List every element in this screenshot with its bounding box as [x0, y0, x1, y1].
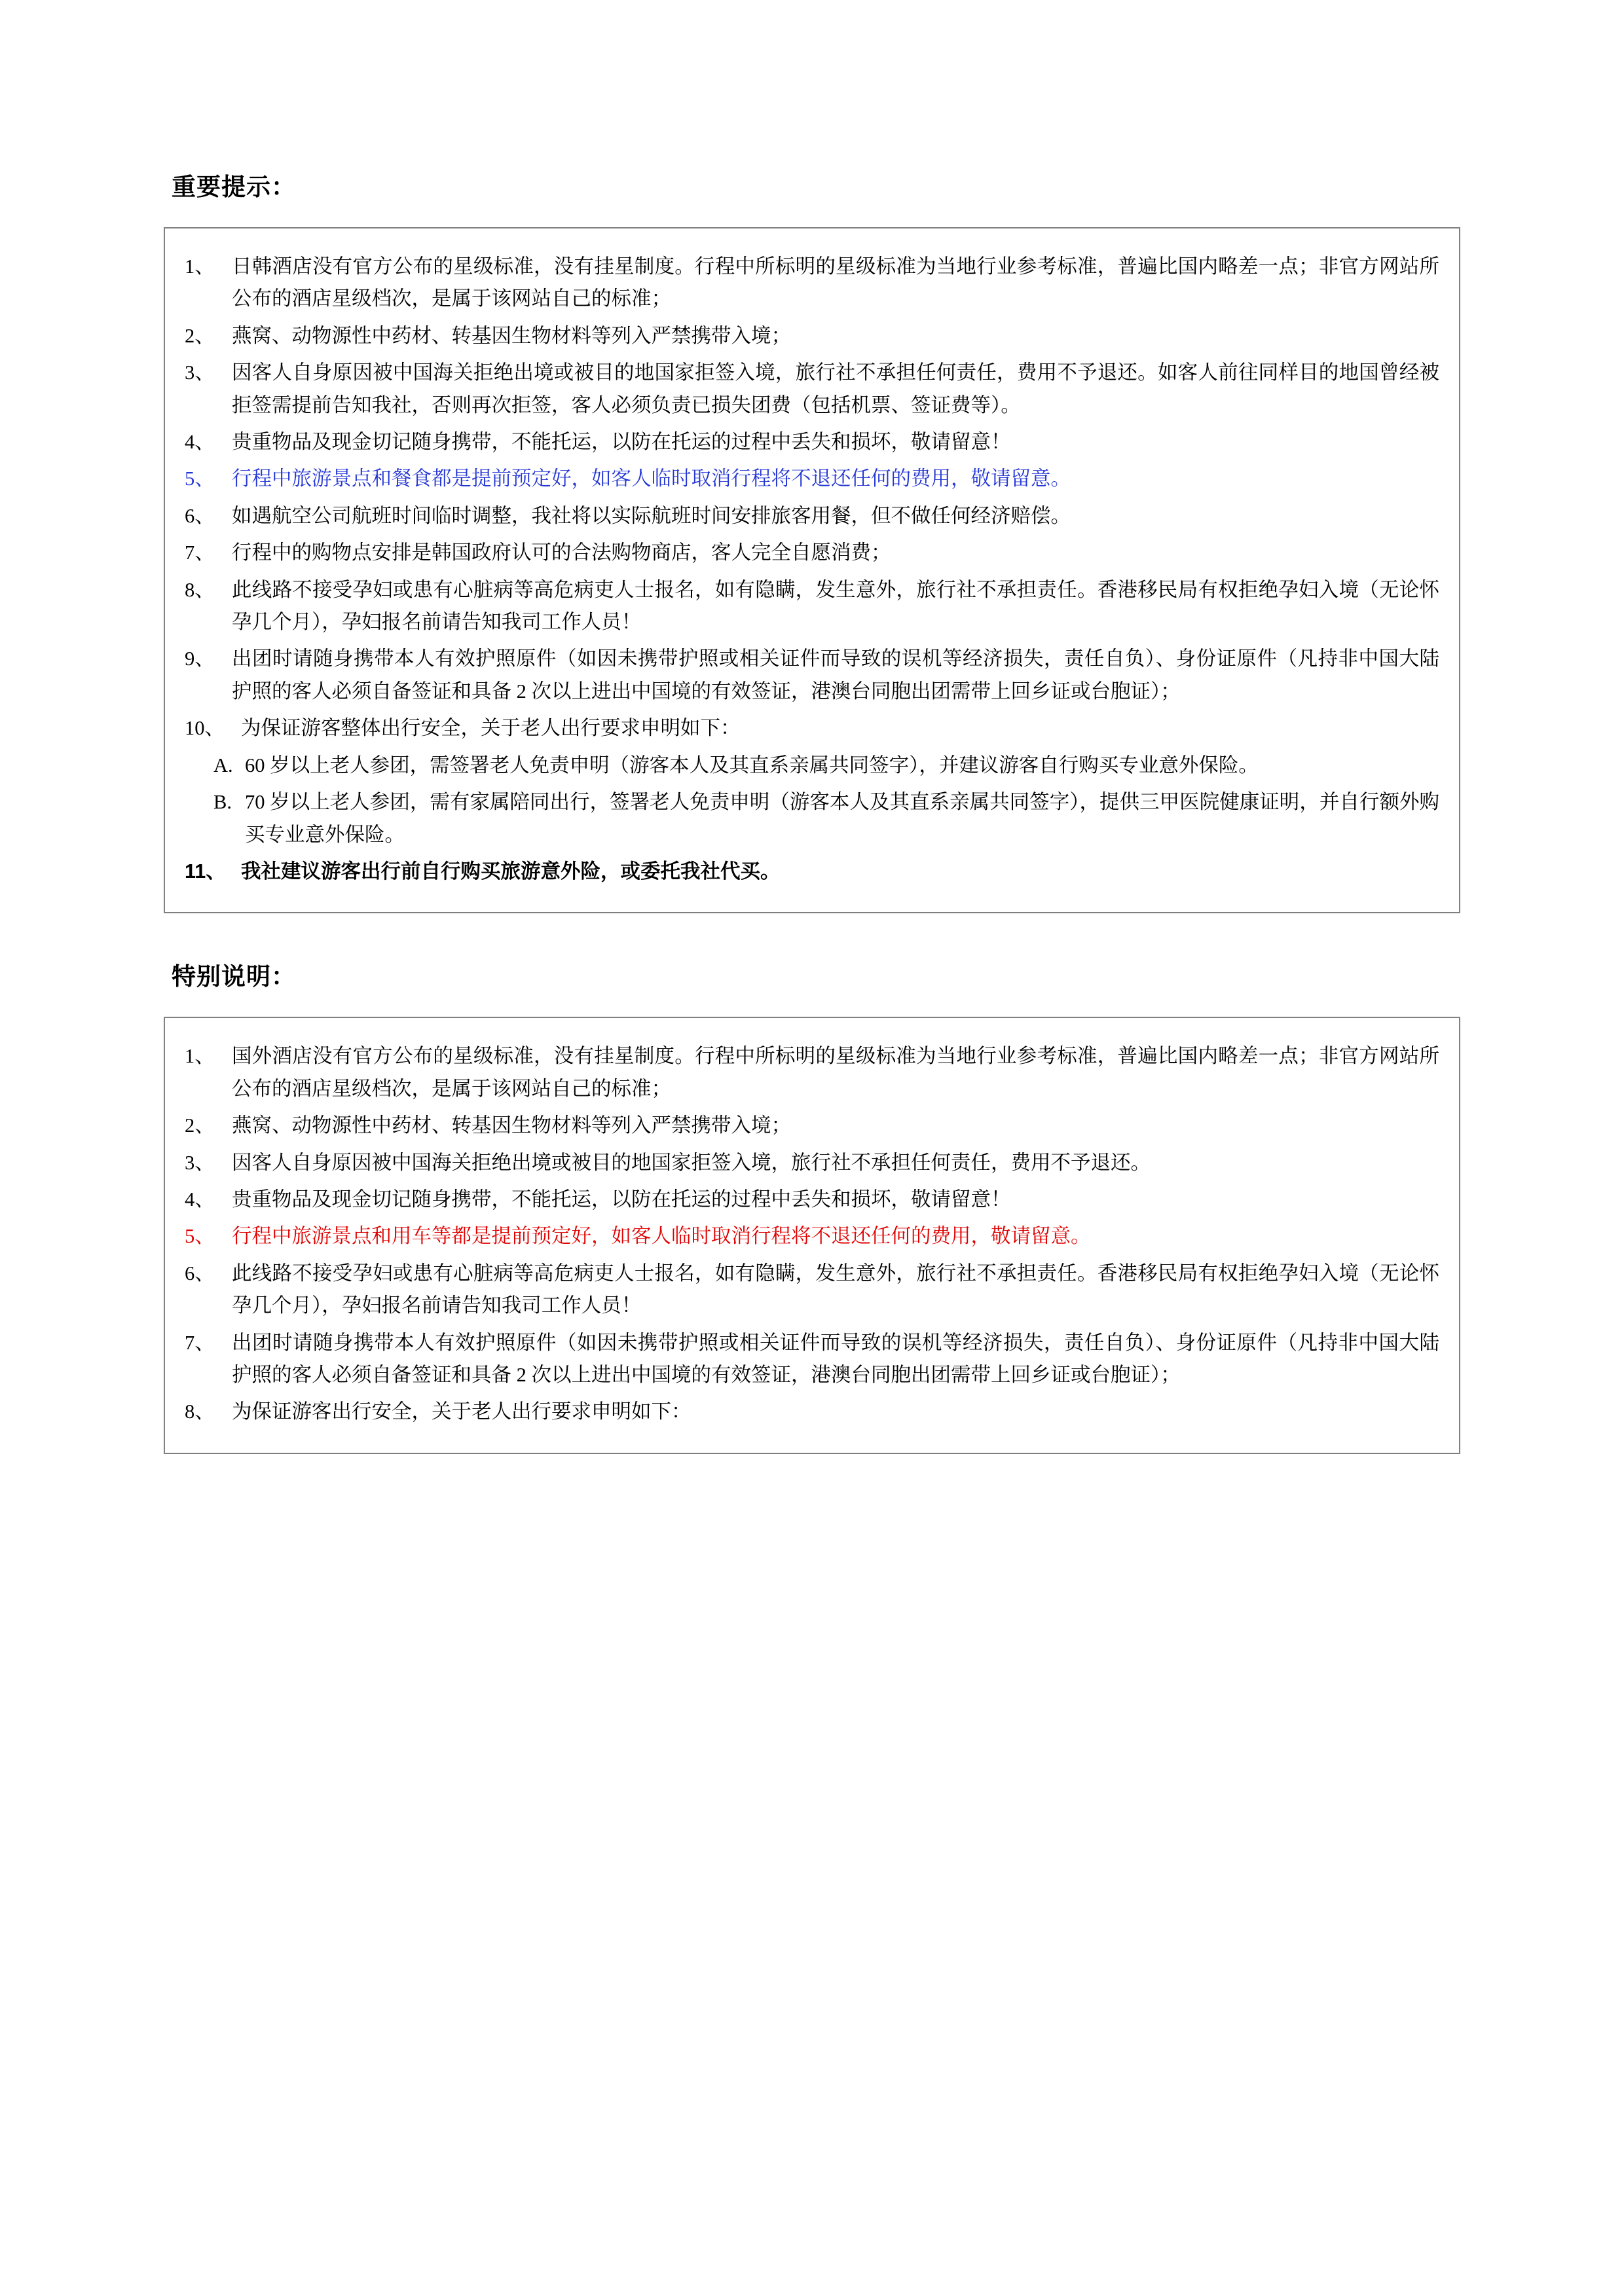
notice-item-text: 70 岁以上老人参团，需有家属陪同出行，签署老人免责申明（游客本人及其直系亲属共同签字），提供三甲医院健康证明，并自行额外购买专业意外保险。 — [245, 791, 1439, 846]
notice-item — [185, 574, 1439, 639]
notice-item-number: B. — [213, 791, 232, 814]
notice-item — [185, 320, 1439, 352]
notice-item-text: 如遇航空公司航班时间临时调整，我社将以实际航班时间安排旅客用餐，但不做任何经济赔偿。 — [232, 504, 1071, 527]
notice-item-text: 此线路不接受孕妇或患有心脏病等高危病吏人士报名，如有隐瞒，发生意外，旅行社不承担责任。香港移民局有权拒绝孕妇入境（无论怀孕几个月），孕妇报名前请告知我司工作人员！ — [232, 578, 1439, 634]
notice-item-text: 为保证游客出行安全，关于老人出行要求申明如下： — [232, 1400, 692, 1423]
notice-item-text: 此线路不接受孕妇或患有心脏病等高危病吏人士报名，如有隐瞒，发生意外，旅行社不承担责任。香港移民局有权拒绝孕妇入境（无论怀孕几个月），孕妇报名前请告知我司工作人员！ — [232, 1262, 1439, 1317]
notice-item-text: 国外酒店没有官方公布的星级标准，没有挂星制度。行程中所标明的星级标准为当地行业参考标准，普遍比国内略差一点；非官方网站所公布的酒店星级档次，是属于该网站自己的标准； — [232, 1045, 1439, 1100]
notice-item-text: 行程中旅游景点和餐食都是提前预定好，如客人临时取消行程将不退还任何的费用，敬请留意。 — [232, 467, 1071, 490]
notice-item-text: 贵重物品及现金切记随身携带，不能托运，以防在托运的过程中丢失和损坏，敬请留意！ — [232, 1188, 1011, 1211]
notice-item-text: 行程中旅游景点和用车等都是提前预定好，如客人临时取消行程将不退还任何的费用，敬请留意。 — [232, 1225, 1091, 1248]
notice-item — [185, 856, 1439, 888]
notice-item-number: 1、 — [185, 1045, 215, 1068]
notice-item-text: 因客人自身原因被中国海关拒绝出境或被目的地国家拒签入境，旅行社不承担任何责任，费用不予退还。如客人前往同样目的地国曾经被拒签需提前告知我社，否则再次拒签，客人必须负责已损失团费（包括机票、签证费等）。 — [232, 361, 1439, 416]
notice-item — [185, 537, 1439, 569]
notice-item-text: 出团时请随身携带本人有效护照原件（如因未携带护照或相关证件而导致的误机等经济损失，责任自负）、身份证原件（凡持非中国大陆护照的客人必须自备签证和具备 2 次以上进出中国境的有效签证，港澳台同胞出团需带上回乡证或台胞证）； — [232, 1331, 1439, 1386]
notice-item-number: 5、 — [185, 467, 215, 490]
notice-item — [185, 463, 1439, 495]
notice-item-number: 2、 — [185, 1114, 215, 1137]
notice-item — [185, 1184, 1439, 1216]
important-notice-list — [185, 251, 1439, 888]
notice-item-number: 1、 — [185, 255, 215, 278]
notice-item-number: 4、 — [185, 1188, 215, 1211]
notice-item-number: A. — [213, 754, 233, 776]
notice-item — [213, 786, 1439, 851]
notice-item — [185, 1040, 1439, 1105]
notice-item-number: 5、 — [185, 1225, 215, 1248]
notice-item-number: 9、 — [185, 647, 215, 670]
notice-item — [185, 1110, 1439, 1142]
notice-item-number: 7、 — [185, 1331, 215, 1354]
notice-item — [185, 1327, 1439, 1392]
notice-item — [185, 1220, 1439, 1252]
notice-item-number: 6、 — [185, 1262, 215, 1285]
notice-item — [185, 1258, 1439, 1322]
important-notice-box — [164, 227, 1460, 913]
notice-item-number: 8、 — [185, 578, 215, 601]
notice-item-text: 燕窝、动物源性中药材、转基因生物材料等列入严禁携带入境； — [232, 1114, 791, 1137]
notice-item — [185, 426, 1439, 458]
notice-item — [185, 1396, 1439, 1428]
special-instructions-title: 特别说明： — [172, 963, 296, 991]
notice-item-number: 3、 — [185, 361, 215, 384]
notice-item-text: 因客人自身原因被中国海关拒绝出境或被目的地国家拒签入境，旅行社不承担任何责任，费用不予退还。 — [232, 1151, 1151, 1174]
notice-item — [185, 251, 1439, 316]
notice-item-text: 日韩酒店没有官方公布的星级标准，没有挂星制度。行程中所标明的星级标准为当地行业参考标准，普遍比国内略差一点；非官方网站所公布的酒店星级档次，是属于该网站自己的标准； — [232, 255, 1439, 310]
notice-item-number: 7、 — [185, 541, 215, 564]
notice-item — [185, 357, 1439, 422]
special-instructions-box — [164, 1017, 1460, 1453]
notice-item-text: 为保证游客整体出行安全，关于老人出行要求申明如下： — [241, 717, 741, 740]
notice-item-text: 贵重物品及现金切记随身携带，不能托运，以防在托运的过程中丢失和损坏，敬请留意！ — [232, 431, 1011, 454]
special-instructions-list — [185, 1040, 1439, 1428]
notice-item — [185, 712, 1439, 744]
notice-item-number: 8、 — [185, 1400, 215, 1423]
important-notice-title: 重要提示： — [172, 173, 296, 200]
notice-item-number: 2、 — [185, 324, 215, 347]
notice-item-text: 燕窝、动物源性中药材、转基因生物材料等列入严禁携带入境； — [232, 324, 791, 347]
notice-item — [185, 500, 1439, 532]
notice-item-text: 行程中的购物点安排是韩国政府认可的合法购物商店，客人完全自愿消费； — [232, 541, 891, 564]
notice-item-text: 出团时请随身携带本人有效护照原件（如因未携带护照或相关证件而导致的误机等经济损失，责任自负）、身份证原件（凡持非中国大陆护照的客人必须自备签证和具备 2 次以上进出中国境的有效签证，港澳台同胞出团需带上回乡证或台胞证）； — [232, 647, 1439, 702]
notice-item-number: 6、 — [185, 504, 215, 527]
notice-item-number: 3、 — [185, 1151, 215, 1174]
notice-item-text: 我社建议游客出行前自行购买旅游意外险，或委托我社代买。 — [241, 860, 781, 883]
notice-item — [185, 1147, 1439, 1179]
notice-item-number: 4、 — [185, 431, 215, 454]
notice-item-number: 10、 — [185, 717, 225, 740]
notice-item — [213, 750, 1439, 782]
notice-item — [185, 643, 1439, 708]
notice-item-text: 60 岁以上老人参团，需签署老人免责申明（游客本人及其直系亲属共同签字），并建议游客自行购买专业意外保险。 — [245, 754, 1259, 776]
notice-item-number: 11、 — [185, 860, 226, 883]
